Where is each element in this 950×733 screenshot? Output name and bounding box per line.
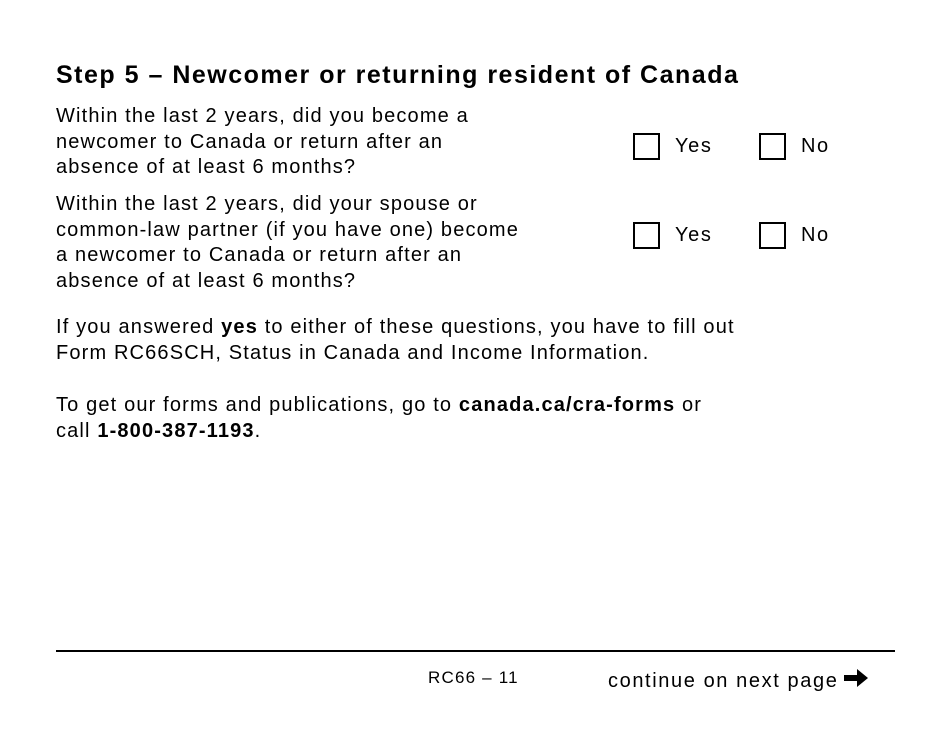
question-line: common-law partner (if you have one) become [56,218,519,241]
question-line: absence of at least 6 months? [56,156,357,179]
instruction-text: to either of these questions, you have to fill out [257,316,735,338]
forms-contact-info [56,393,702,444]
question-line: Within the last 2 years, did you become a [56,105,469,127]
continue-label: continue on next page [608,669,839,692]
q1-no-checkbox[interactable] [759,133,786,160]
question-line: a newcomer to Canada or return after an [56,244,463,267]
instruction-line [56,315,735,341]
q2-yes-label: Yes [675,224,713,246]
contact-line [56,419,702,445]
question-line: Within the last 2 years, did your spouse or [56,193,478,215]
question-newcomer-spouse [56,192,519,295]
q2-yes-option[interactable] [633,222,712,249]
cra-forms-link[interactable]: canada.ca/cra-forms [458,394,676,416]
q1-yes-label: Yes [675,135,713,157]
question-line: newcomer to Canada or return after an [56,130,444,153]
question-line: absence of at least 6 months? [56,270,357,293]
contact-text: To get our forms and publications, go to [56,394,459,416]
instruction-bold-yes: yes [221,316,258,338]
contact-text: or [675,394,703,416]
step-title: Step 5 – Newcomer or returning resident of Canada [56,61,740,89]
rc66sch-instruction [56,315,735,366]
page-number: RC66 – 11 [428,668,519,687]
q2-no-option[interactable] [759,222,830,249]
question-newcomer-self [56,104,469,181]
continue-next-page[interactable] [608,666,870,696]
q1-yes-option[interactable] [633,133,712,160]
instruction-text: If you answered [56,316,222,338]
phone-number[interactable]: 1-800-387-1193 [97,419,255,442]
contact-line [56,393,702,419]
right-arrow-icon [842,666,870,696]
q1-no-label: No [801,135,830,157]
footer-divider [56,650,895,652]
q2-no-label: No [801,224,830,246]
instruction-line: Form RC66SCH, Status in Canada and Income Information. [56,341,650,364]
q1-no-option[interactable] [759,133,830,160]
q2-yes-checkbox[interactable] [633,222,660,249]
contact-text: . [254,419,262,442]
q1-yes-checkbox[interactable] [633,133,660,160]
q2-no-checkbox[interactable] [759,222,786,249]
contact-text: call [56,419,98,442]
